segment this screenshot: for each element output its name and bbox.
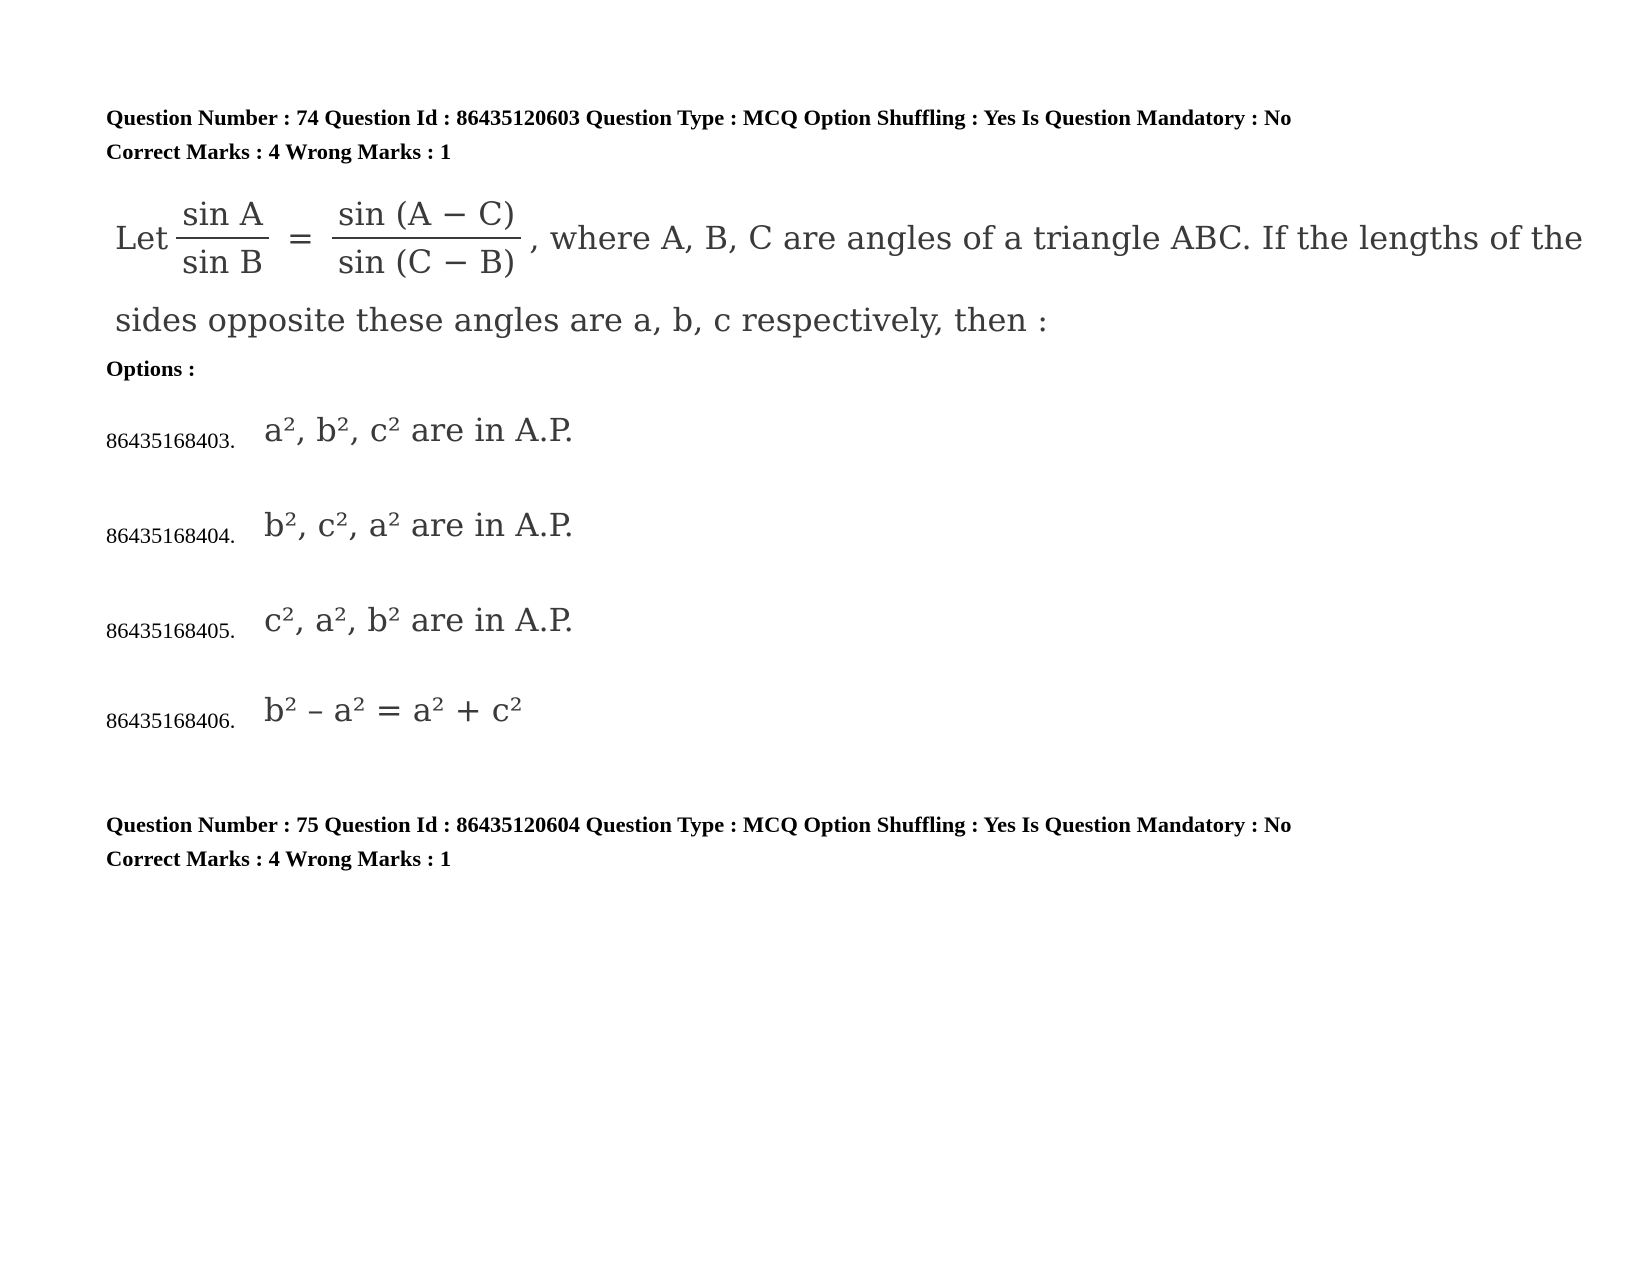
question-74-meta (106, 101, 1292, 169)
options-label: Options : (106, 356, 196, 381)
question-75-info-line: Question Number : 75 Question Id : 86435120604 Question Type : MCQ Option Shuffling : Yes Is Question Mandatory : No (106, 812, 1292, 837)
question-74-stem-line-2: sides opposite these angles are a, b, c respectively, then : (115, 301, 1048, 339)
fraction-sin-diff (332, 194, 522, 282)
option-id: 86435168403. (106, 428, 236, 453)
question-75-marks-line: Correct Marks : 4 Wrong Marks : 1 (106, 846, 452, 871)
option-text: b², c², a² are in A.P. (264, 506, 574, 544)
option-item[interactable] (106, 489, 1006, 553)
option-text: c², a², b² are in A.P. (264, 601, 574, 639)
fraction-sinA-over-sinB (176, 194, 269, 282)
fraction-2-numerator: sin (A − C) (332, 194, 521, 239)
question-74-info-line: Question Number : 74 Question Id : 86435120603 Question Type : MCQ Option Shuffling : Yes Is Question Mandatory : No (106, 105, 1292, 130)
option-item[interactable] (106, 394, 1006, 458)
fraction-1-numerator: sin A (176, 194, 269, 239)
fraction-2-denominator: sin (C − B) (337, 243, 516, 281)
option-item[interactable] (106, 584, 1006, 648)
question-74-marks-line: Correct Marks : 4 Wrong Marks : 1 (106, 139, 452, 164)
stem-let-word: Let (115, 219, 169, 257)
option-text: b² – a² = a² + c² (264, 691, 523, 729)
option-id: 86435168404. (106, 523, 236, 548)
fraction-1-denominator: sin B (182, 243, 263, 281)
option-item[interactable] (106, 674, 1006, 738)
option-text: a², b², c² are in A.P. (264, 411, 574, 449)
option-id: 86435168406. (106, 708, 236, 733)
question-75-meta (106, 808, 1292, 876)
equals-sign: = (287, 219, 314, 257)
option-id: 86435168405. (106, 618, 236, 643)
question-74-stem-line-1 (115, 186, 1583, 290)
stem-continuation: , where A, B, C are angles of a triangle ABC. If the lengths of the (529, 219, 1584, 257)
